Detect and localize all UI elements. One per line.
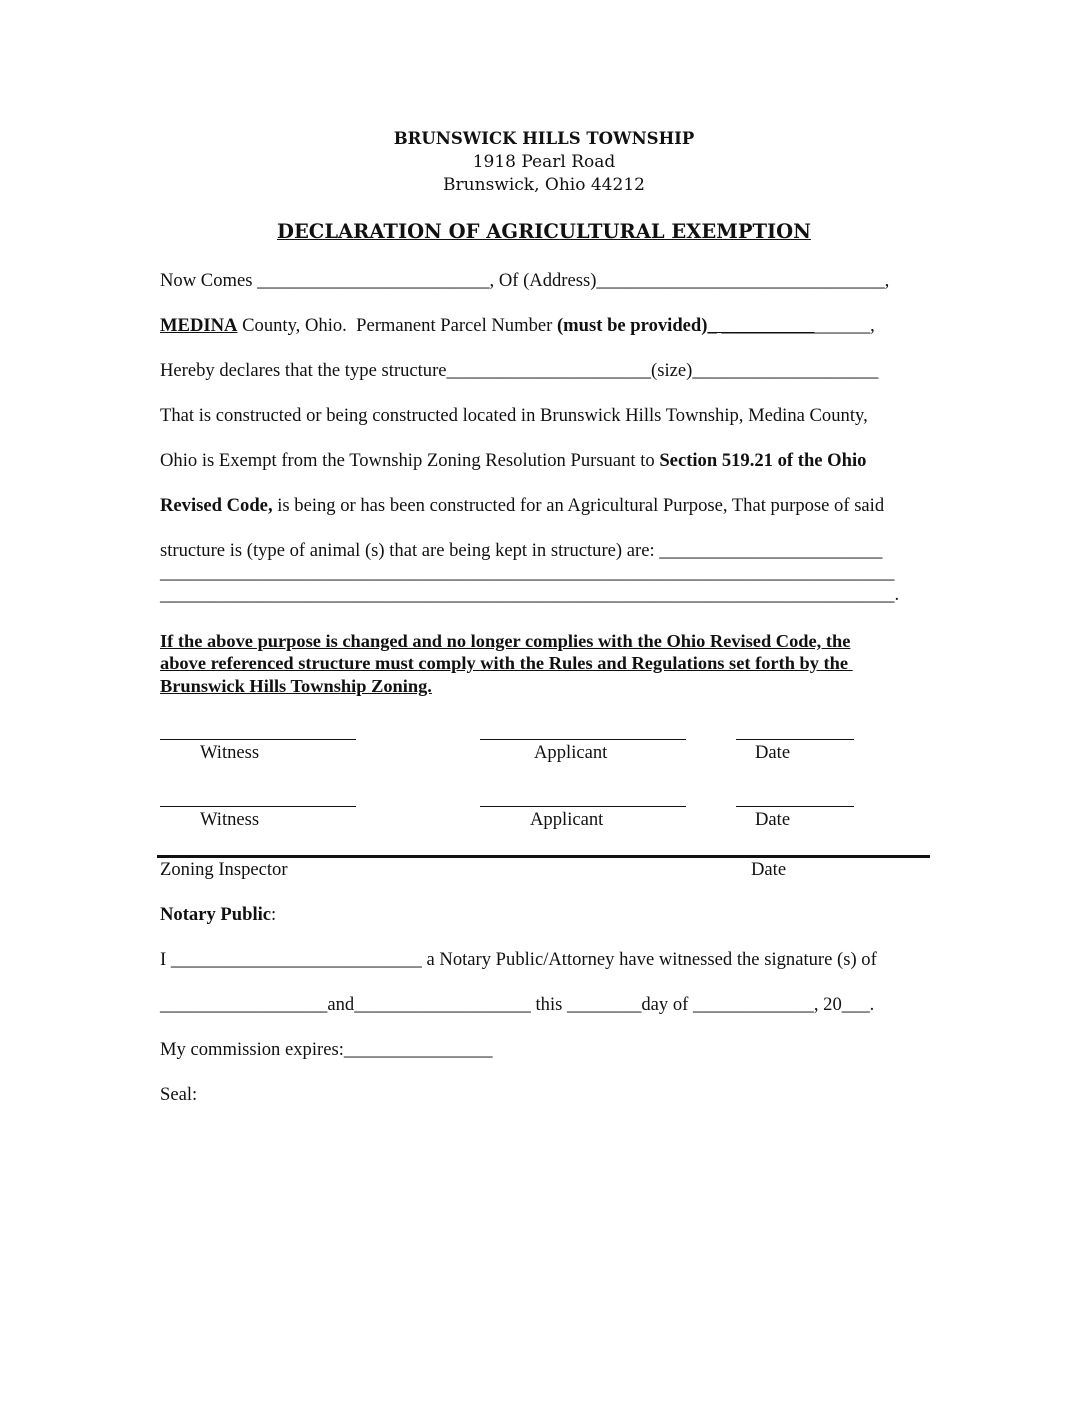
location-line: That is constructed or being constructed located in Brunswick Hills Township, Medina County,: [160, 405, 868, 426]
date-label-2: Date: [755, 809, 791, 830]
applicant-signature-line-1[interactable]: [480, 739, 686, 740]
parcel-line: [160, 315, 875, 337]
exemption-line: [160, 450, 866, 472]
now-comes-line: Now Comes _________________________, Of (Address)_______________________________,: [160, 270, 890, 291]
parcel-required: (must be provided): [556, 315, 708, 336]
witness-label-1: Witness: [200, 742, 260, 763]
notary-witness-line: I ___________________________ a Notary Public/Attorney have witnessed the signature (s) of: [160, 949, 877, 970]
exemption-text: Ohio is Exempt from the Township Zoning Resolution Pursuant to: [160, 450, 660, 471]
notary-heading-text: Notary Public: [160, 904, 272, 925]
applicant-label-2: Applicant: [530, 809, 604, 830]
zoning-inspector-label: Zoning Inspector: [160, 859, 288, 880]
address-line-1: 1918 Pearl Road: [472, 152, 616, 172]
inspector-signature-line[interactable]: [157, 855, 930, 858]
structure-type-line: Hereby declares that the type structure______________________(size)____________________: [160, 360, 879, 381]
notary-heading-colon: :: [271, 904, 277, 925]
address-line-2: Brunswick, Ohio 44212: [443, 175, 645, 195]
blank-line-2: _______________________________________________________________________________.: [160, 584, 900, 605]
commission-expires-line: My commission expires:________________: [160, 1039, 493, 1060]
parcel-text: County, Ohio. Permanent Parcel Number: [237, 315, 557, 336]
blank-line-1: _______________________________________________________________________________: [160, 562, 895, 583]
witness-label-2: Witness: [200, 809, 260, 830]
revised-code: Revised Code,: [160, 495, 273, 516]
date-line-1[interactable]: [736, 739, 854, 740]
applicant-signature-line-2[interactable]: [480, 806, 686, 807]
warning-line-1: If the above purpose is changed and no longer complies with the Ohio Revised Code, the: [160, 631, 851, 651]
document-title: DECLARATION OF AGRICULTURAL EXEMPTION: [277, 220, 811, 243]
witness-signature-line-2[interactable]: [160, 806, 356, 807]
purpose-text: is being or has been constructed for an Agricultural Purpose, That purpose of said: [272, 495, 885, 516]
notary-heading: [160, 904, 276, 926]
purpose-line: [160, 495, 884, 517]
applicant-label-1: Applicant: [534, 742, 608, 763]
warning-line-3: Brunswick Hills Township Zoning.: [160, 676, 432, 696]
parcel-blank: _ __________: [707, 315, 815, 336]
seal-label: Seal:: [160, 1084, 198, 1105]
animal-type-line: structure is (type of animal (s) that are being kept in structure) are: ________________________: [160, 540, 883, 561]
organization-name: BRUNSWICK HILLS TOWNSHIP: [393, 129, 695, 148]
warning-line-2: above referenced structure must comply with the Rules and Regulations set forth by the: [160, 653, 853, 673]
inspector-date-label: Date: [751, 859, 787, 880]
section-reference: Section 519.21 of the Ohio: [659, 450, 867, 471]
date-label-1: Date: [755, 742, 791, 763]
county-name: MEDINA: [160, 315, 238, 336]
notary-date-line: __________________and___________________ this ________day of _____________, 20___.: [160, 994, 875, 1015]
date-line-2[interactable]: [736, 806, 854, 807]
parcel-blank-end: ______,: [814, 315, 875, 336]
witness-signature-line-1[interactable]: [160, 739, 356, 740]
